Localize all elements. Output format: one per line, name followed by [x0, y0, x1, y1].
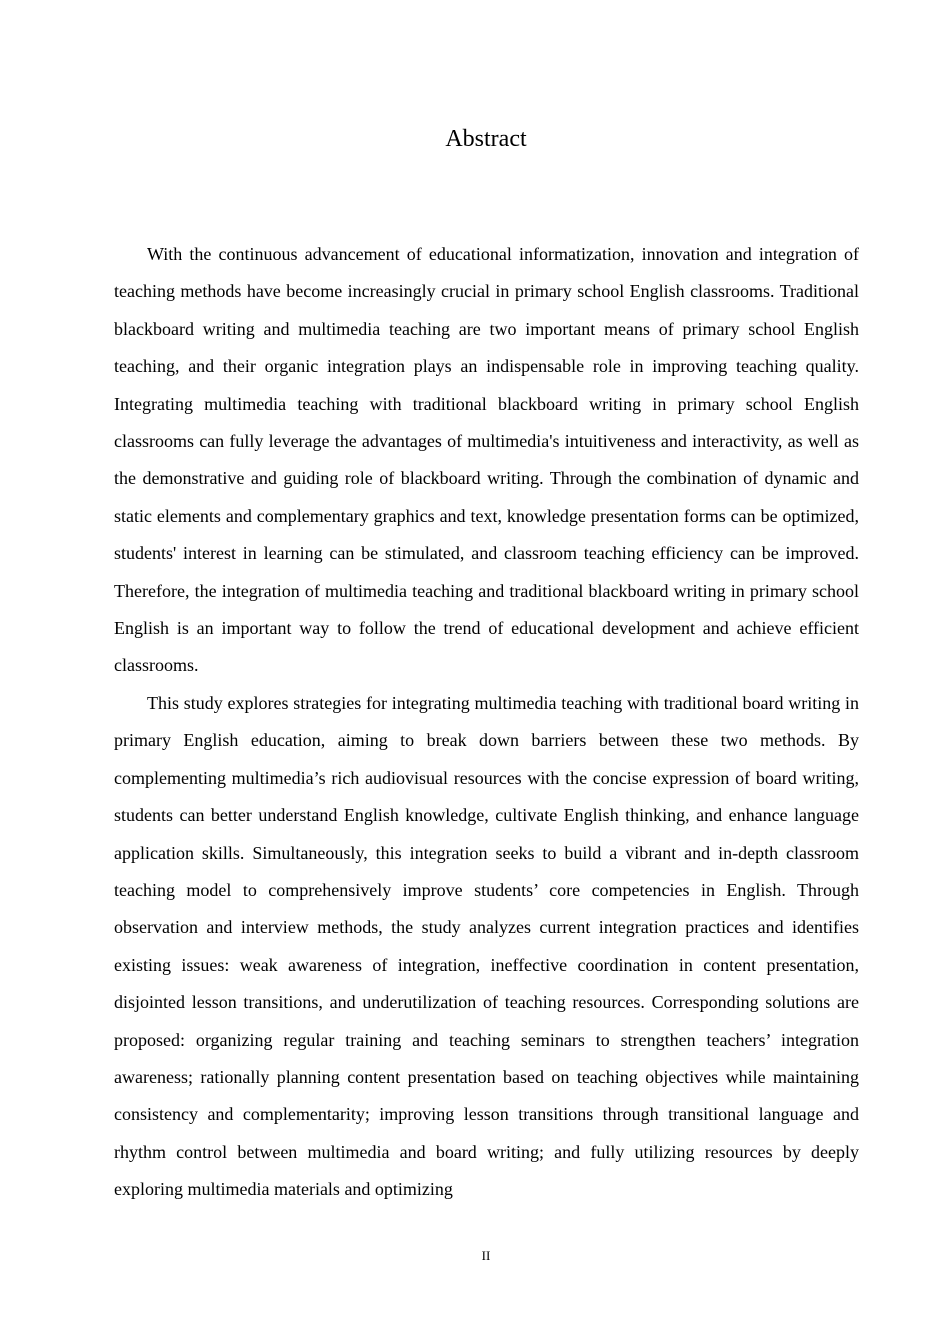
page-number: II	[481, 1248, 491, 1263]
page-title: Abstract	[445, 126, 527, 152]
abstract-paragraph-1: With the continuous advancement of educational informatization, innovation and integration of teaching methods have become increasingly crucial in primary school English classrooms. Traditional blackboard writing and multimedia teaching are two important means of primary school English teaching, and their organic integration plays an indispensable role in improving teaching quality. Integrating multimedia teaching with traditional blackboard writing in primary school English classrooms can fully leverage the advantages of multimedia's intuitiveness and interactivity, as well as the demonstrative and guiding role of blackboard writing. Through the combination of dynamic and static elements and complementary graphics and text, knowledge presentation forms can be optimized, students' interest in learning can be stimulated, and classroom teaching efficiency can be improved. Therefore, the integration of multimedia teaching and traditional blackboard writing in primary school English is an important way to follow the trend of educational development and achieve efficient classrooms.	[114, 244, 859, 676]
abstract-body	[114, 236, 859, 1209]
abstract-paragraph-2: This study explores strategies for integrating multimedia teaching with traditional board writing in primary English education, aiming to break down barriers between these two methods. By complementing multimedia’s rich audiovisual resources with the concise expression of board writing, students can better understand English knowledge, cultivate English thinking, and enhance language application skills. Simultaneously, this integration seeks to build a vibrant and in-depth classroom teaching model to comprehensively improve students’ core competencies in English. Through observation and interview methods, the study analyzes current integration practices and identifies existing issues: weak awareness of integration, ineffective coordination in content presentation, disjointed lesson transitions, and underutilization of teaching resources. Corresponding solutions are proposed: organizing regular training and teaching seminars to strengthen teachers’ integration awareness; rationally planning content presentation based on teaching objectives while maintaining consistency and complementarity; improving lesson transitions through transitional language and rhythm control between multimedia and board writing; and fully utilizing resources by deeply exploring multimedia materials and optimizing	[114, 692, 859, 1200]
